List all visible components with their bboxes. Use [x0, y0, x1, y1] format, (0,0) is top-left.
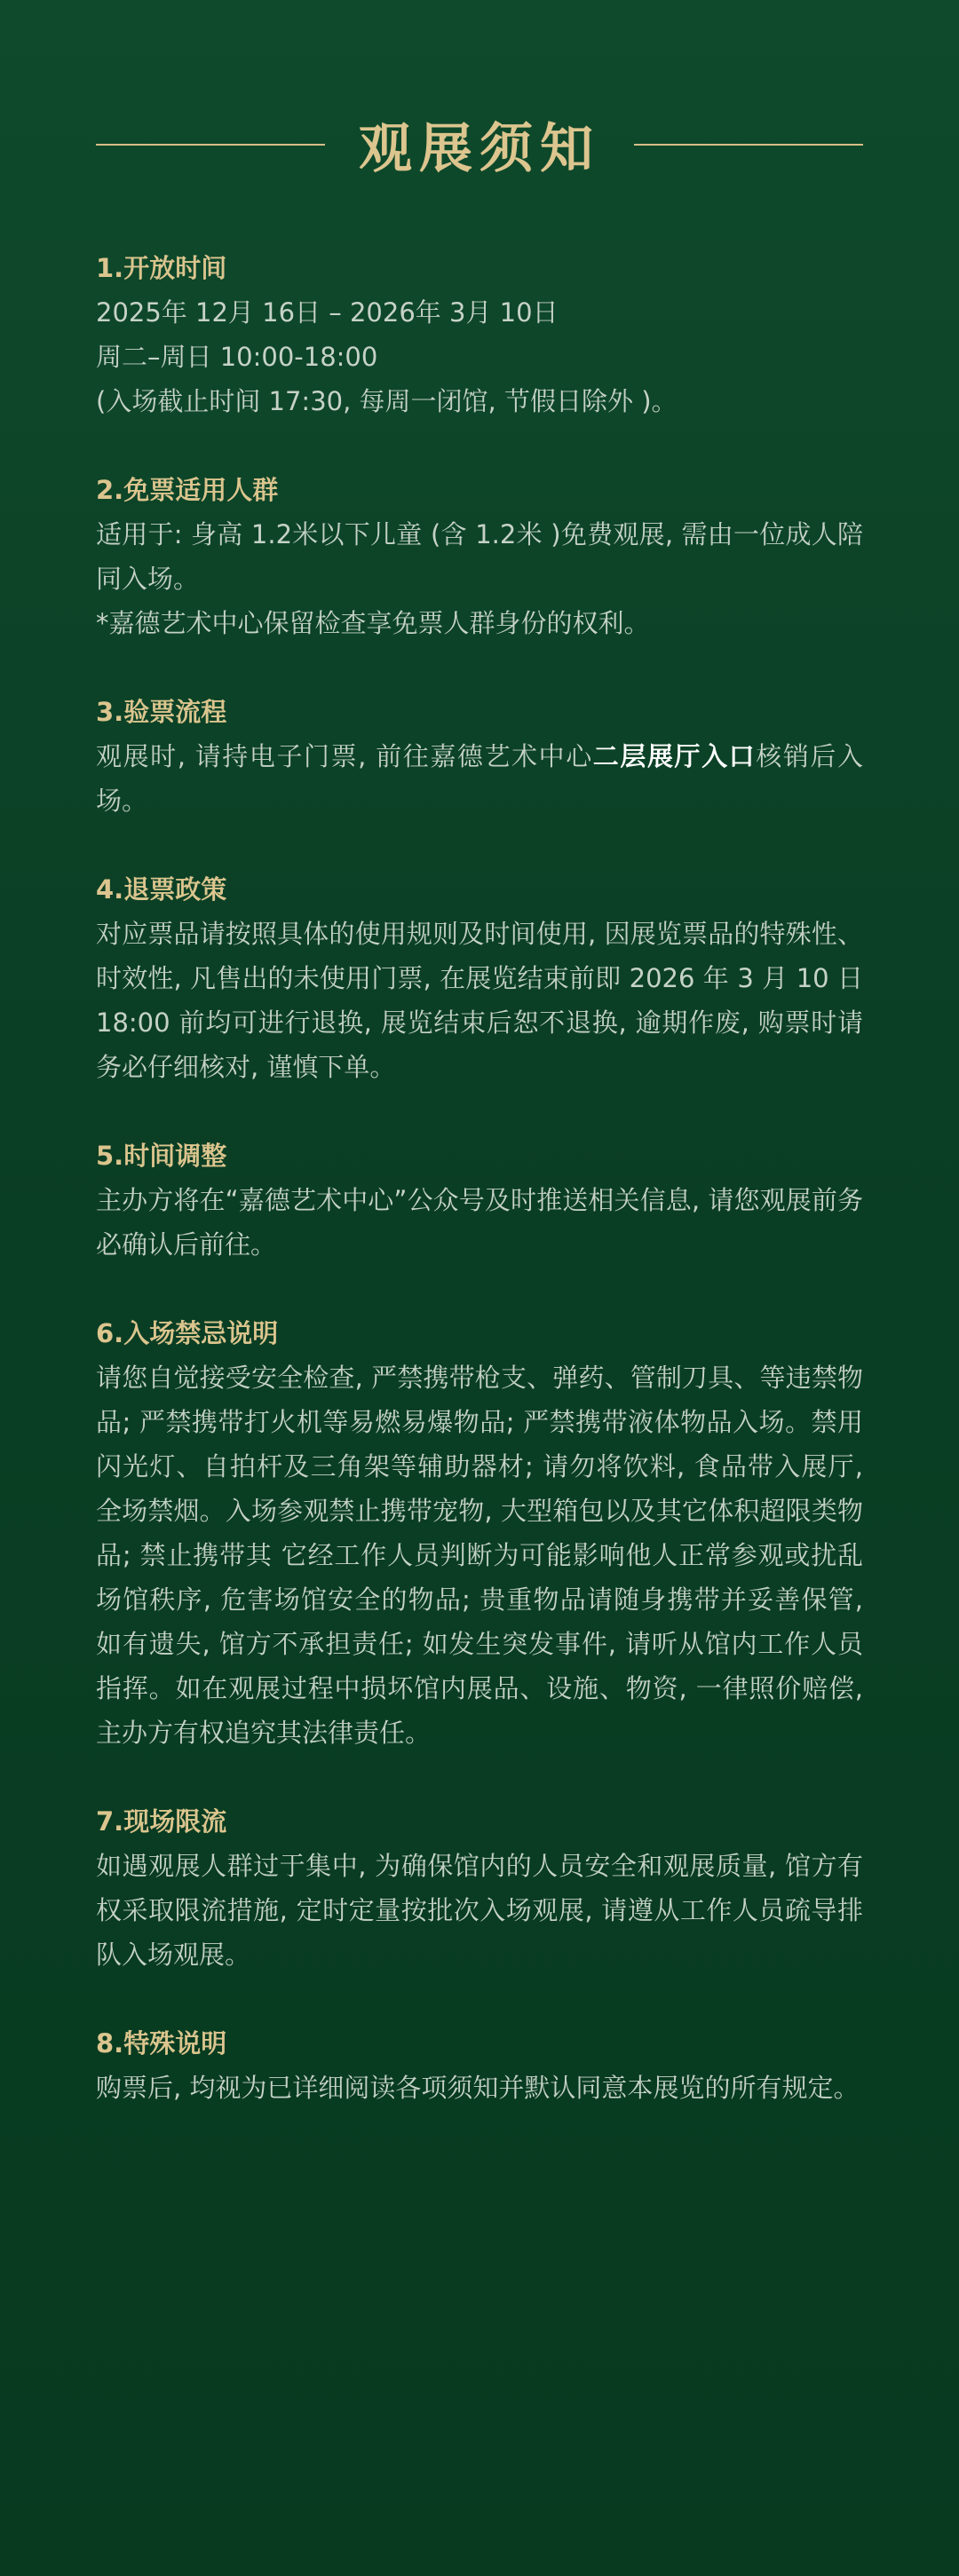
special-notes-text: 购票后, 均视为已详细阅读各项须知并默认同意本展览的所有规定。 — [96, 2073, 860, 2103]
opening-hours: 周二–周日 10:00-18:00 — [96, 342, 378, 372]
section-time-adjustment — [96, 1134, 863, 1267]
header — [96, 105, 863, 185]
section-title: 3.验票流程 — [96, 697, 227, 727]
section-title: 4.退票政策 — [96, 874, 227, 905]
section-special-notes — [96, 2021, 863, 2110]
section-title: 8.特殊说明 — [96, 2028, 227, 2058]
section-crowd-control — [96, 1799, 863, 1977]
opening-dates: 2025年 12月 16日 – 2026年 3月 10日 — [96, 297, 559, 328]
page-title: 观展须知 — [359, 118, 600, 180]
section-free-ticket — [96, 468, 863, 645]
entrance-highlight: 二层展厅入口 — [592, 741, 757, 771]
free-ticket-rule: 适用于: 身高 1.2米以下儿童 (含 1.2米 )免费观展, 需由一位成人陪同入场。 — [96, 519, 863, 594]
ticket-check-text-before: 观展时, 请持电子门票, 前往嘉德艺术中心 — [96, 741, 593, 771]
section-title: 5.时间调整 — [96, 1141, 227, 1171]
header-rule-left — [96, 144, 325, 146]
crowd-control-text: 如遇观展人群过于集中, 为确保馆内的人员安全和观展质量, 馆方有权采取限流措施, 定时定量按批次入场观展, 请遵从工作人员疏导排队入场观展。 — [96, 1851, 863, 1970]
section-title: 1.开放时间 — [96, 253, 227, 283]
section-entry-restrictions — [96, 1311, 863, 1755]
ticket-check-text-after: 核销后入场。 — [96, 741, 863, 816]
ticket-check-text — [96, 734, 863, 823]
section-ticket-check — [96, 690, 863, 823]
header-rule-right — [634, 144, 863, 146]
section-title: 2.免票适用人群 — [96, 475, 279, 505]
free-ticket-note: *嘉德艺术中心保留检查享免票人群身份的权利。 — [96, 608, 650, 638]
section-title: 6.入场禁忌说明 — [96, 1318, 279, 1348]
refund-policy-text: 对应票品请按照具体的使用规则及时间使用, 因展览票品的特殊性、时效性, 凡售出的未使用门票, 在展览结束前即 2026 年 3 月 10 日 18:00 前均可进行退换, 展览结束后恕不退换, 逾期作废, 购票时请务必仔细核对, 谨慎下单。 — [96, 919, 863, 1082]
opening-note: (入场截止时间 17:30, 每周一闭馆, 节假日除外 )。 — [96, 386, 678, 416]
time-adjustment-text: 主办方将在“嘉德艺术中心”公众号及时推送相关信息, 请您观展前务必确认后前往。 — [96, 1185, 863, 1260]
section-refund-policy — [96, 867, 863, 1089]
section-opening-hours — [96, 246, 863, 423]
section-title: 7.现场限流 — [96, 1806, 227, 1837]
entry-restrictions-text: 请您自觉接受安全检查, 严禁携带枪支、弹药、管制刀具、等违禁物品; 严禁携带打火机等易燃易爆物品; 严禁携带液体物品入场。禁用闪光灯、自拍杆及三角架等辅助器材; 请勿将饮料, 食品带入展厅, 全场禁烟。入场参观禁止携带宠物, 大型箱包以及其它体积超限类物品; 禁止携带其 它经工作人员判断为可能影响他人正常参观或扰乱场馆秩序, 危害场馆安全的物品; 贵重物品请随身携带并妥善保管, 如有遗失, 馆方不承担责任; 如发生突发事件, 请听从馆内工作人员指挥。如在观展过程中损坏馆内展品、设施、物资, 一律照价赔偿, 主办方有权追究其法律责任。 — [96, 1363, 863, 1748]
notice-content — [96, 246, 863, 2154]
